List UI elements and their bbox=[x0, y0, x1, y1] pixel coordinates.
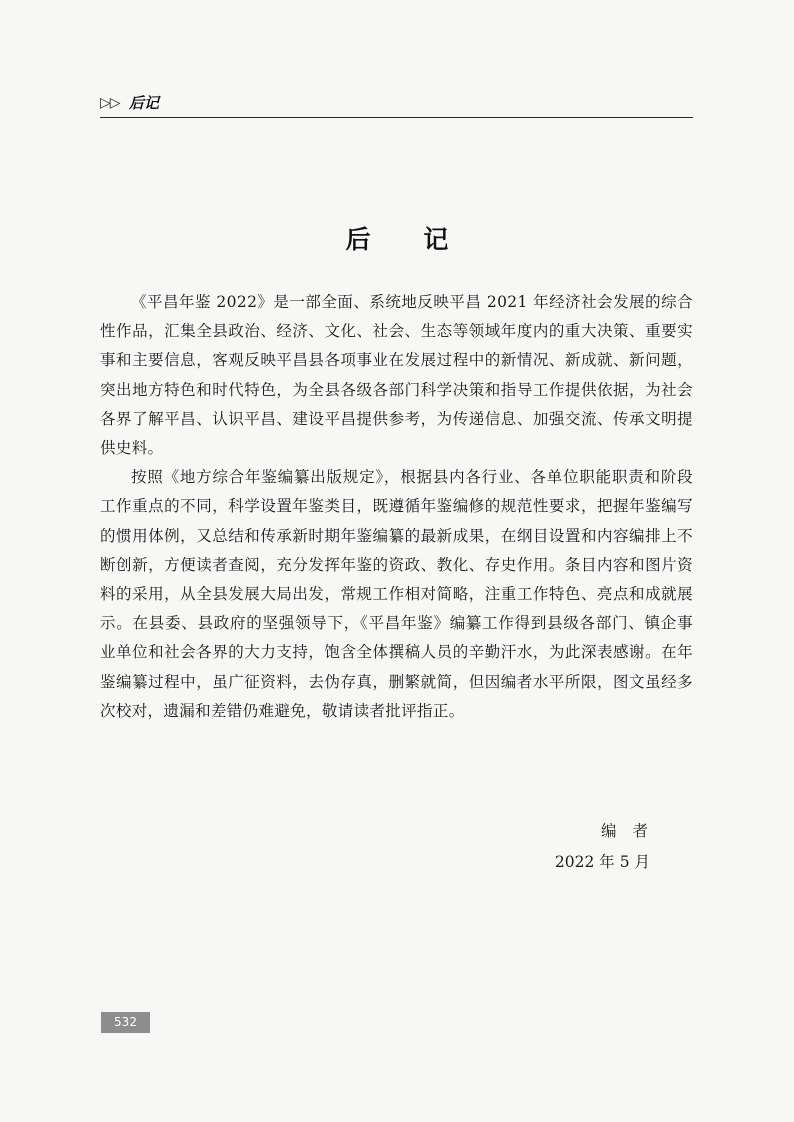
body-text bbox=[100, 288, 693, 726]
page-number: 532 bbox=[101, 1012, 150, 1033]
signature-block bbox=[554, 816, 664, 878]
header-section-title: 后记 bbox=[129, 94, 160, 112]
page-title: 后 记 bbox=[345, 225, 471, 254]
paragraph-1: 《平昌年鉴 2022》是一部全面、系统地反映平昌 2021 年经济社会发展的综合性作品，汇集全县政治、经济、文化、社会、生态等领域年度内的重大决策、重要实事和主要信息，客观反映平昌县各项事业在发展过程中的新情况、新成就、新问题，突出地方特色和时代特色，为全县各级各部门科学决策和指导工作提供依据，为社会各界了解平昌、认识平昌、建设平昌提供参考，为传递信息、加强交流、传承文明提供史料。 bbox=[100, 293, 693, 458]
double-triangle-icon: ▷▷ bbox=[100, 95, 120, 111]
signature-date: 2022 年 5 月 bbox=[554, 853, 650, 871]
signature-author: 编者 bbox=[600, 822, 664, 840]
paragraph-2: 按照《地方综合年鉴编纂出版规定》，根据县内各行业、各单位职能职责和阶段工作重点的不同，科学设置年鉴类目，既遵循年鉴编修的规范性要求，把握年鉴编写的惯用体例，又总结和传承新时期年鉴编纂的最新成果，在纲目设置和内容编排上不断创新，方便读者查阅，充分发挥年鉴的资政、教化、存史作用。条目内容和图片资料的采用，从全县发展大局出发，常规工作相对简略，注重工作特色、亮点和成就展示。在县委、县政府的坚强领导下，《平昌年鉴》编纂工作得到县级各部门、镇企事业单位和社会各界的大力支持，饱含全体撰稿人员的辛勤汗水，为此深表感谢。在年鉴编纂过程中，虽广征资料，去伪存真，删繁就简，但因编者水平所限，图文虽经多次校对，遗漏和差错仍难避免，敬请读者批评指正。 bbox=[100, 468, 693, 720]
running-header bbox=[100, 91, 693, 118]
